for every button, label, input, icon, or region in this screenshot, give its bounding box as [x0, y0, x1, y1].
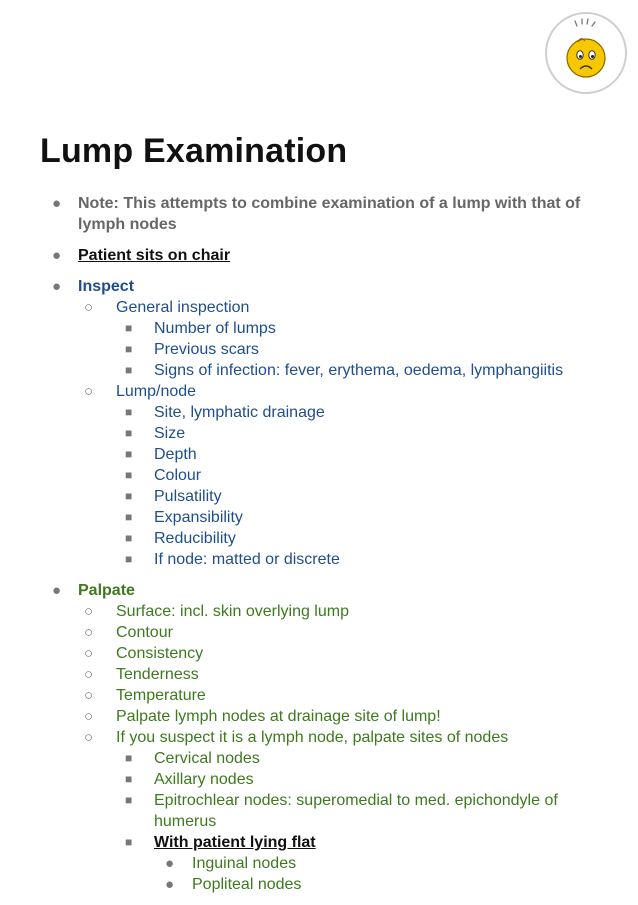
inspect-list — [78, 297, 620, 570]
bullet-circle-icon: ○ — [84, 708, 94, 725]
palpate-list — [78, 601, 620, 895]
item-text: Previous scars — [154, 341, 259, 358]
bullet-circle-icon: ○ — [84, 666, 94, 683]
lump-node-list — [116, 402, 620, 570]
list-item — [116, 486, 620, 507]
bullet-square-icon: ■ — [125, 531, 133, 545]
bullet-square-icon: ■ — [125, 426, 133, 440]
bullet-disc-icon: ● — [52, 278, 62, 295]
worried-face-logo — [545, 12, 627, 94]
item-text: Axillary nodes — [154, 771, 254, 788]
item-text: Cervical nodes — [154, 750, 260, 767]
item-text: Palpate lymph nodes at drainage site of lump! — [116, 708, 441, 725]
list-item — [116, 790, 620, 832]
list-item — [78, 643, 620, 664]
bullet-circle-icon: ○ — [84, 645, 94, 662]
suspect-node-item — [78, 727, 620, 895]
item-text: If node: matted or discrete — [154, 551, 340, 568]
bullet-square-icon: ■ — [125, 793, 133, 807]
item-text: Colour — [154, 467, 202, 484]
patient-text: Patient sits on chair — [78, 247, 231, 264]
list-item — [78, 601, 620, 622]
bullet-disc-icon: ● — [165, 876, 175, 893]
bullet-disc-icon: ● — [165, 855, 175, 872]
item-text: Number of lumps — [154, 320, 276, 337]
item-text: Inguinal nodes — [192, 855, 297, 872]
item-text: Size — [154, 425, 186, 442]
worried-face-icon — [547, 14, 625, 92]
lying-flat-item — [116, 832, 620, 895]
bullet-square-icon: ■ — [125, 363, 133, 377]
bullet-disc-icon: ● — [52, 582, 62, 599]
patient-item — [40, 245, 620, 266]
item-text: Pulsatility — [154, 488, 222, 505]
list-item — [78, 706, 620, 727]
outline-list — [40, 193, 620, 905]
list-item — [116, 444, 620, 465]
bullet-square-icon: ■ — [125, 510, 133, 524]
bullet-square-icon: ■ — [125, 468, 133, 482]
page-title: Lump Examination — [40, 132, 348, 170]
bullet-square-icon: ■ — [125, 751, 133, 765]
list-item — [116, 507, 620, 528]
bullet-square-icon: ■ — [125, 552, 133, 566]
general-inspection-list — [116, 318, 620, 381]
bullet-square-icon: ■ — [125, 447, 133, 461]
list-item — [116, 748, 620, 769]
item-text: Depth — [154, 446, 197, 463]
bullet-circle-icon: ○ — [84, 383, 94, 400]
bullet-circle-icon: ○ — [84, 603, 94, 620]
lump-node-label: Lump/node — [116, 383, 197, 400]
general-inspection-label: General inspection — [116, 299, 250, 316]
item-text: Epitrochlear nodes: superomedial to med. epichondyle of humerus — [154, 792, 558, 830]
lump-node-item — [78, 381, 620, 570]
list-item — [116, 360, 620, 381]
note-item — [40, 193, 620, 235]
list-item — [116, 528, 620, 549]
list-item — [78, 685, 620, 706]
list-item — [116, 465, 620, 486]
bullet-circle-icon: ○ — [84, 729, 94, 746]
item-text: Site, lymphatic drainage — [154, 404, 325, 421]
general-inspection-item — [78, 297, 620, 381]
bullet-disc-icon: ● — [52, 247, 62, 264]
list-item — [116, 423, 620, 444]
bullet-square-icon: ■ — [125, 489, 133, 503]
palpate-heading: Palpate — [78, 582, 135, 599]
list-item — [116, 339, 620, 360]
list-item — [116, 769, 620, 790]
item-text: Contour — [116, 624, 173, 641]
inspect-section — [40, 276, 620, 570]
item-text: Reducibility — [154, 530, 236, 547]
bullet-circle-icon: ○ — [84, 299, 94, 316]
list-item — [78, 622, 620, 643]
palpate-section — [40, 580, 620, 895]
item-text: Consistency — [116, 645, 204, 662]
bullet-square-icon: ■ — [125, 342, 133, 356]
item-text: Surface: incl. skin overlying lump — [116, 603, 349, 620]
bullet-square-icon: ■ — [125, 835, 133, 849]
item-text: Temperature — [116, 687, 206, 704]
bullet-square-icon: ■ — [125, 321, 133, 335]
bullet-square-icon: ■ — [125, 405, 133, 419]
list-item — [116, 318, 620, 339]
item-text: Tenderness — [116, 666, 199, 683]
list-item — [78, 664, 620, 685]
item-text: Popliteal nodes — [192, 876, 302, 893]
note-text: Note: This attempts to combine examination of a lump with that of lymph nodes — [78, 195, 581, 233]
inspect-heading: Inspect — [78, 278, 135, 295]
list-item — [116, 549, 620, 570]
bullet-square-icon: ■ — [125, 772, 133, 786]
list-item — [154, 874, 620, 895]
bullet-disc-icon: ● — [52, 195, 62, 212]
lying-flat-label: With patient lying flat — [154, 834, 316, 851]
bullet-circle-icon: ○ — [84, 687, 94, 704]
item-text: Expansibility — [154, 509, 243, 526]
bullet-circle-icon: ○ — [84, 624, 94, 641]
item-text: Signs of infection: fever, erythema, oedema, lymphangiitis — [154, 362, 564, 379]
lying-flat-list — [154, 853, 620, 895]
suspect-node-label: If you suspect it is a lymph node, palpate sites of nodes — [116, 729, 509, 746]
list-item — [116, 402, 620, 423]
list-item — [154, 853, 620, 874]
node-sites-list — [116, 748, 620, 895]
